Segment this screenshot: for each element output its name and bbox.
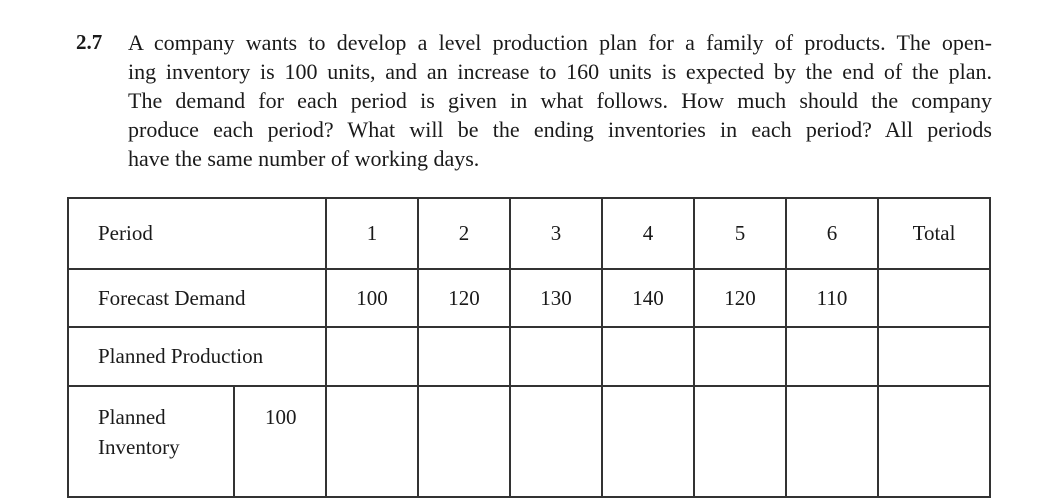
total-header-cell: Total bbox=[878, 198, 990, 269]
period-header-cell: 4 bbox=[602, 198, 694, 269]
table-row-planned-production bbox=[68, 327, 990, 386]
demand-cell: 130 bbox=[510, 269, 602, 327]
planned-inventory-label-line2: Inventory bbox=[98, 435, 180, 459]
demand-cell: 100 bbox=[326, 269, 418, 327]
demand-cell: 110 bbox=[786, 269, 878, 327]
period-header-cell: 2 bbox=[418, 198, 510, 269]
opening-inventory-cell: 100 bbox=[234, 386, 326, 497]
period-header-cell: 1 bbox=[326, 198, 418, 269]
planned-inventory-label-line1: Planned bbox=[98, 405, 166, 429]
production-total-cell bbox=[878, 327, 990, 386]
production-cell bbox=[510, 327, 602, 386]
demand-cell: 120 bbox=[694, 269, 786, 327]
production-cell bbox=[418, 327, 510, 386]
inventory-cell bbox=[602, 386, 694, 497]
inventory-total-cell bbox=[878, 386, 990, 497]
demand-total-cell bbox=[878, 269, 990, 327]
table-row-forecast-demand bbox=[68, 269, 990, 327]
period-header-cell: 3 bbox=[510, 198, 602, 269]
row-label-period: Period bbox=[68, 198, 326, 269]
problem-line: A company wants to develop a level production plan for a family of products. The open- bbox=[128, 30, 992, 55]
inventory-cell bbox=[694, 386, 786, 497]
problem-line: have the same number of working days. bbox=[128, 146, 480, 171]
row-label-planned-inventory bbox=[68, 386, 234, 497]
demand-cell: 120 bbox=[418, 269, 510, 327]
production-cell bbox=[694, 327, 786, 386]
problem-text bbox=[128, 28, 992, 173]
inventory-cell bbox=[326, 386, 418, 497]
problem-line: produce each period? What will be the ending inventories in each period? All periods bbox=[128, 117, 992, 142]
row-label-forecast-demand: Forecast Demand bbox=[68, 269, 326, 327]
problem-number: 2.7 bbox=[76, 30, 103, 54]
period-header-cell: 5 bbox=[694, 198, 786, 269]
table-row-period bbox=[68, 198, 990, 269]
inventory-cell bbox=[418, 386, 510, 497]
production-plan-table bbox=[67, 197, 991, 498]
problem-line: The demand for each period is given in what follows. How much should the company bbox=[128, 88, 992, 113]
table-row-planned-inventory bbox=[68, 386, 990, 497]
production-cell bbox=[786, 327, 878, 386]
production-cell bbox=[326, 327, 418, 386]
problem-line: ing inventory is 100 units, and an increase to 160 units is expected by the end of the plan. bbox=[128, 59, 992, 84]
inventory-cell bbox=[786, 386, 878, 497]
row-label-planned-production: Planned Production bbox=[68, 327, 326, 386]
demand-cell: 140 bbox=[602, 269, 694, 327]
inventory-cell bbox=[510, 386, 602, 497]
period-header-cell: 6 bbox=[786, 198, 878, 269]
production-cell bbox=[602, 327, 694, 386]
